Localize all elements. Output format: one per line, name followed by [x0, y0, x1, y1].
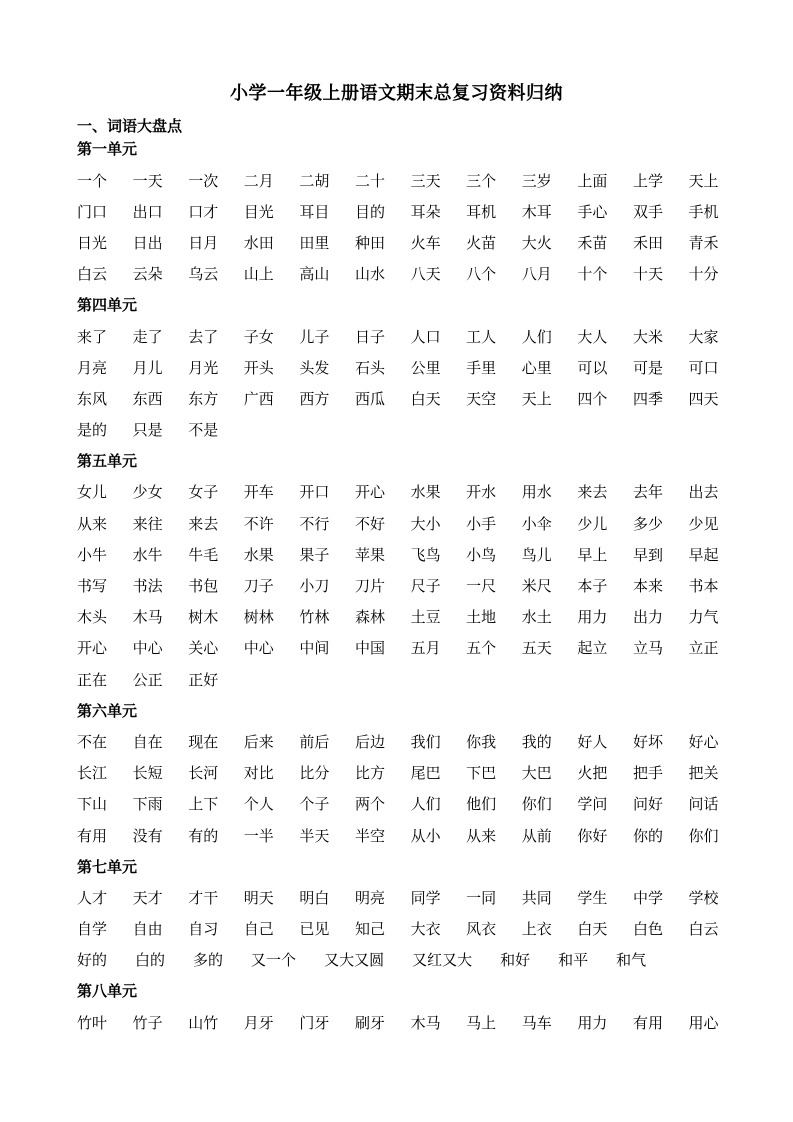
vocabulary-word: 耳机 — [466, 202, 497, 221]
vocabulary-word: 比方 — [354, 764, 385, 783]
vocabulary-word: 米尺 — [521, 577, 552, 596]
vocabulary-word: 上学 — [632, 171, 663, 190]
vocabulary-word: 月儿 — [132, 358, 163, 377]
word-row — [77, 633, 737, 664]
vocabulary-word: 好坏 — [632, 732, 663, 751]
vocabulary-word: 他们 — [466, 795, 497, 814]
vocabulary-word: 广西 — [243, 389, 274, 408]
vocabulary-word: 长河 — [188, 764, 219, 783]
unit-heading: 第六单元 — [77, 701, 138, 720]
vocabulary-word: 和好 — [500, 951, 531, 970]
vocabulary-word: 不在 — [77, 732, 108, 751]
vocabulary-word: 你们 — [688, 826, 719, 845]
vocabulary-word: 二月 — [243, 171, 274, 190]
vocabulary-word: 三岁 — [521, 171, 552, 190]
vocabulary-word: 十个 — [577, 265, 608, 284]
vocabulary-word: 多少 — [632, 514, 663, 533]
word-row — [77, 789, 737, 820]
document-title: 小学一年级上册语文期末总复习资料归纳 — [230, 83, 563, 104]
vocabulary-word: 日光 — [77, 233, 108, 252]
vocabulary-word: 用水 — [521, 483, 552, 502]
vocabulary-word: 飞鸟 — [410, 545, 441, 564]
vocabulary-word: 禾苗 — [577, 233, 608, 252]
vocabulary-word: 手里 — [466, 358, 497, 377]
vocabulary-word: 自在 — [132, 732, 163, 751]
vocabulary-word: 五天 — [521, 639, 552, 658]
vocabulary-word: 白的 — [135, 951, 166, 970]
vocabulary-word: 半空 — [354, 826, 385, 845]
word-row — [77, 821, 737, 852]
vocabulary-word: 手心 — [577, 202, 608, 221]
vocabulary-word: 头发 — [299, 358, 330, 377]
vocabulary-word: 高山 — [299, 265, 330, 284]
vocabulary-word: 早上 — [577, 545, 608, 564]
vocabulary-word: 天才 — [132, 888, 163, 907]
vocabulary-word: 东风 — [77, 389, 108, 408]
vocabulary-word: 开心 — [77, 639, 108, 658]
vocabulary-word: 自习 — [188, 920, 219, 939]
vocabulary-word: 白天 — [410, 389, 441, 408]
vocabulary-word: 马上 — [466, 1013, 497, 1032]
vocabulary-word: 下雨 — [132, 795, 163, 814]
vocabulary-word: 刀子 — [243, 577, 274, 596]
vocabulary-word: 人口 — [410, 327, 441, 346]
vocabulary-word: 刷牙 — [354, 1013, 385, 1032]
unit-heading: 第四单元 — [77, 296, 138, 315]
vocabulary-word: 森林 — [354, 608, 385, 627]
vocabulary-word: 中心 — [132, 639, 163, 658]
vocabulary-word: 儿子 — [299, 327, 330, 346]
vocabulary-word: 大衣 — [410, 920, 441, 939]
word-row — [77, 758, 737, 789]
word-row — [77, 571, 737, 602]
vocabulary-word: 大火 — [521, 233, 552, 252]
vocabulary-word: 耳目 — [299, 202, 330, 221]
vocabulary-word: 日子 — [354, 327, 385, 346]
vocabulary-word: 双手 — [632, 202, 663, 221]
vocabulary-word: 早起 — [688, 545, 719, 564]
vocabulary-word: 后来 — [243, 732, 274, 751]
vocabulary-word: 正好 — [188, 670, 219, 689]
vocabulary-word: 书包 — [188, 577, 219, 596]
vocabulary-word: 竹叶 — [77, 1013, 108, 1032]
vocabulary-word: 用力 — [577, 1013, 608, 1032]
vocabulary-word: 好心 — [688, 732, 719, 751]
vocabulary-word: 中学 — [632, 888, 663, 907]
vocabulary-word: 早到 — [632, 545, 663, 564]
vocabulary-word: 二胡 — [299, 171, 330, 190]
vocabulary-word: 东方 — [188, 389, 219, 408]
vocabulary-word: 大家 — [688, 327, 719, 346]
vocabulary-word: 人才 — [77, 888, 108, 907]
vocabulary-word: 出去 — [688, 483, 719, 502]
vocabulary-word: 从来 — [77, 514, 108, 533]
vocabulary-word: 五个 — [466, 639, 497, 658]
vocabulary-word: 四个 — [577, 389, 608, 408]
word-row — [77, 353, 737, 384]
word-row — [77, 259, 737, 290]
word-row — [77, 540, 737, 571]
vocabulary-word: 十分 — [688, 265, 719, 284]
vocabulary-word: 两个 — [354, 795, 385, 814]
vocabulary-word: 和平 — [558, 951, 589, 970]
word-row — [77, 322, 737, 353]
vocabulary-word: 白云 — [688, 920, 719, 939]
vocabulary-word: 一尺 — [466, 577, 497, 596]
vocabulary-word: 马车 — [521, 1013, 552, 1032]
vocabulary-word: 日出 — [132, 233, 163, 252]
word-row — [77, 166, 737, 197]
vocabulary-word: 个子 — [299, 795, 330, 814]
vocabulary-word: 土豆 — [410, 608, 441, 627]
vocabulary-word: 才干 — [188, 888, 219, 907]
vocabulary-word: 开口 — [299, 483, 330, 502]
vocabulary-word: 用心 — [688, 1013, 719, 1032]
vocabulary-word: 又红又大 — [412, 951, 473, 970]
vocabulary-word: 比分 — [299, 764, 330, 783]
word-row — [77, 228, 737, 259]
vocabulary-word: 小刀 — [299, 577, 330, 596]
vocabulary-word: 问好 — [632, 795, 663, 814]
vocabulary-word: 学问 — [577, 795, 608, 814]
vocabulary-word: 前后 — [299, 732, 330, 751]
vocabulary-word: 手机 — [688, 202, 719, 221]
vocabulary-word: 来了 — [77, 327, 108, 346]
vocabulary-word: 下巴 — [466, 764, 497, 783]
vocabulary-word: 立马 — [632, 639, 663, 658]
unit-heading: 第八单元 — [77, 982, 138, 1001]
vocabulary-word: 长短 — [132, 764, 163, 783]
word-row — [77, 384, 737, 415]
vocabulary-word: 三个 — [466, 171, 497, 190]
vocabulary-word: 没有 — [132, 826, 163, 845]
vocabulary-word: 长江 — [77, 764, 108, 783]
vocabulary-word: 口才 — [188, 202, 219, 221]
vocabulary-word: 门口 — [77, 202, 108, 221]
vocabulary-word: 小鸟 — [466, 545, 497, 564]
vocabulary-word: 中间 — [299, 639, 330, 658]
vocabulary-word: 不行 — [299, 514, 330, 533]
vocabulary-word: 共同 — [521, 888, 552, 907]
vocabulary-word: 已见 — [299, 920, 330, 939]
vocabulary-word: 书法 — [132, 577, 163, 596]
vocabulary-word: 鸟儿 — [521, 545, 552, 564]
vocabulary-word: 你的 — [632, 826, 663, 845]
vocabulary-word: 四天 — [688, 389, 719, 408]
vocabulary-word: 有用 — [632, 1013, 663, 1032]
vocabulary-word: 竹子 — [132, 1013, 163, 1032]
vocabulary-word: 火把 — [577, 764, 608, 783]
vocabulary-word: 小牛 — [77, 545, 108, 564]
vocabulary-word: 中国 — [354, 639, 385, 658]
vocabulary-word: 后边 — [354, 732, 385, 751]
vocabulary-word: 本来 — [632, 577, 663, 596]
vocabulary-word: 开头 — [243, 358, 274, 377]
vocabulary-word: 白云 — [77, 265, 108, 284]
section-heading: 一、词语大盘点 — [77, 117, 183, 135]
vocabulary-word: 有用 — [77, 826, 108, 845]
vocabulary-word: 尺子 — [410, 577, 441, 596]
vocabulary-word: 去了 — [188, 327, 219, 346]
vocabulary-word: 上衣 — [521, 920, 552, 939]
vocabulary-word: 东西 — [132, 389, 163, 408]
vocabulary-word: 西瓜 — [354, 389, 385, 408]
vocabulary-word: 种田 — [354, 233, 385, 252]
word-row — [77, 665, 737, 696]
vocabulary-word: 下山 — [77, 795, 108, 814]
unit-heading: 第五单元 — [77, 452, 138, 471]
vocabulary-word: 中心 — [243, 639, 274, 658]
vocabulary-word: 少儿 — [577, 514, 608, 533]
vocabulary-word: 正在 — [77, 670, 108, 689]
vocabulary-word: 关心 — [188, 639, 219, 658]
vocabulary-word: 火车 — [410, 233, 441, 252]
vocabulary-word: 从小 — [410, 826, 441, 845]
vocabulary-word: 大人 — [577, 327, 608, 346]
vocabulary-word: 是的 — [77, 421, 108, 440]
word-row — [77, 197, 737, 228]
vocabulary-word: 自学 — [77, 920, 108, 939]
vocabulary-word: 心里 — [521, 358, 552, 377]
vocabulary-word: 和气 — [616, 951, 647, 970]
vocabulary-word: 开车 — [243, 483, 274, 502]
vocabulary-word: 上面 — [577, 171, 608, 190]
vocabulary-word: 大巴 — [521, 764, 552, 783]
vocabulary-word: 从来 — [466, 826, 497, 845]
vocabulary-word: 山水 — [354, 265, 385, 284]
vocabulary-word: 你们 — [521, 795, 552, 814]
vocabulary-word: 月亮 — [77, 358, 108, 377]
vocabulary-word: 女子 — [188, 483, 219, 502]
vocabulary-word: 现在 — [188, 732, 219, 751]
word-row — [77, 1008, 737, 1039]
vocabulary-word: 耳朵 — [410, 202, 441, 221]
vocabulary-word: 可是 — [632, 358, 663, 377]
vocabulary-word: 山竹 — [188, 1013, 219, 1032]
word-row — [77, 945, 737, 976]
unit-heading: 第七单元 — [77, 857, 138, 876]
vocabulary-word: 土地 — [466, 608, 497, 627]
vocabulary-word: 学校 — [688, 888, 719, 907]
vocabulary-word: 水田 — [243, 233, 274, 252]
vocabulary-word: 二十 — [354, 171, 385, 190]
vocabulary-word: 月光 — [188, 358, 219, 377]
vocabulary-word: 木马 — [132, 608, 163, 627]
vocabulary-word: 又大又圆 — [324, 951, 385, 970]
vocabulary-word: 半天 — [299, 826, 330, 845]
vocabulary-word: 白天 — [577, 920, 608, 939]
vocabulary-word: 不许 — [243, 514, 274, 533]
vocabulary-word: 开水 — [466, 483, 497, 502]
vocabulary-word: 你好 — [577, 826, 608, 845]
vocabulary-word: 大小 — [410, 514, 441, 533]
vocabulary-word: 用力 — [577, 608, 608, 627]
vocabulary-word: 一天 — [132, 171, 163, 190]
vocabulary-word: 子女 — [243, 327, 274, 346]
vocabulary-word: 工人 — [466, 327, 497, 346]
vocabulary-word: 个人 — [243, 795, 274, 814]
vocabulary-word: 出力 — [632, 608, 663, 627]
unit-heading: 第一单元 — [77, 140, 138, 159]
vocabulary-word: 果子 — [299, 545, 330, 564]
word-row — [77, 727, 737, 758]
vocabulary-word: 水土 — [521, 608, 552, 627]
vocabulary-word: 云朵 — [132, 265, 163, 284]
vocabulary-word: 可口 — [688, 358, 719, 377]
vocabulary-word: 风衣 — [466, 920, 497, 939]
vocabulary-word: 大米 — [632, 327, 663, 346]
vocabulary-word: 人们 — [410, 795, 441, 814]
vocabulary-word: 山上 — [243, 265, 274, 284]
vocabulary-word: 刀片 — [354, 577, 385, 596]
vocabulary-units — [77, 134, 737, 1038]
vocabulary-word: 起立 — [577, 639, 608, 658]
vocabulary-word: 来去 — [188, 514, 219, 533]
vocabulary-word: 书写 — [77, 577, 108, 596]
vocabulary-word: 一半 — [243, 826, 274, 845]
vocabulary-word: 把关 — [688, 764, 719, 783]
vocabulary-word: 石头 — [354, 358, 385, 377]
vocabulary-word: 木耳 — [521, 202, 552, 221]
vocabulary-word: 一个 — [77, 171, 108, 190]
vocabulary-word: 来往 — [132, 514, 163, 533]
vocabulary-word: 多的 — [193, 951, 224, 970]
vocabulary-word: 青禾 — [688, 233, 719, 252]
vocabulary-word: 少见 — [688, 514, 719, 533]
vocabulary-word: 对比 — [243, 764, 274, 783]
vocabulary-word: 可以 — [577, 358, 608, 377]
vocabulary-word: 我的 — [521, 732, 552, 751]
word-row — [77, 477, 737, 508]
vocabulary-word: 知己 — [354, 920, 385, 939]
vocabulary-word: 天上 — [521, 389, 552, 408]
vocabulary-word: 女儿 — [77, 483, 108, 502]
word-row — [77, 883, 737, 914]
vocabulary-word: 好人 — [577, 732, 608, 751]
vocabulary-word: 本子 — [577, 577, 608, 596]
vocabulary-word: 公里 — [410, 358, 441, 377]
vocabulary-word: 自己 — [243, 920, 274, 939]
vocabulary-word: 水牛 — [132, 545, 163, 564]
vocabulary-word: 西方 — [299, 389, 330, 408]
vocabulary-word: 五月 — [410, 639, 441, 658]
vocabulary-word: 门牙 — [299, 1013, 330, 1032]
vocabulary-word: 不是 — [188, 421, 219, 440]
vocabulary-word: 乌云 — [188, 265, 219, 284]
vocabulary-word: 去年 — [632, 483, 663, 502]
vocabulary-word: 小伞 — [521, 514, 552, 533]
vocabulary-word: 禾田 — [632, 233, 663, 252]
vocabulary-word: 有的 — [188, 826, 219, 845]
vocabulary-word: 日月 — [188, 233, 219, 252]
vocabulary-word: 小手 — [466, 514, 497, 533]
vocabulary-word: 人们 — [521, 327, 552, 346]
vocabulary-word: 问话 — [688, 795, 719, 814]
vocabulary-word: 同学 — [410, 888, 441, 907]
vocabulary-word: 目光 — [243, 202, 274, 221]
vocabulary-word: 苹果 — [354, 545, 385, 564]
vocabulary-word: 学生 — [577, 888, 608, 907]
vocabulary-word: 明天 — [243, 888, 274, 907]
vocabulary-word: 竹林 — [299, 608, 330, 627]
vocabulary-word: 你我 — [466, 732, 497, 751]
vocabulary-word: 田里 — [299, 233, 330, 252]
vocabulary-word: 树林 — [243, 608, 274, 627]
word-row — [77, 602, 737, 633]
vocabulary-word: 白色 — [632, 920, 663, 939]
vocabulary-word: 好的 — [77, 951, 108, 970]
vocabulary-word: 八月 — [521, 265, 552, 284]
vocabulary-word: 月牙 — [243, 1013, 274, 1032]
vocabulary-word: 水果 — [410, 483, 441, 502]
vocabulary-word: 明亮 — [354, 888, 385, 907]
vocabulary-word: 水果 — [243, 545, 274, 564]
vocabulary-word: 八天 — [410, 265, 441, 284]
vocabulary-word: 十天 — [632, 265, 663, 284]
vocabulary-word: 自由 — [132, 920, 163, 939]
vocabulary-word: 从前 — [521, 826, 552, 845]
vocabulary-word: 尾巴 — [410, 764, 441, 783]
vocabulary-word: 目的 — [354, 202, 385, 221]
vocabulary-word: 火苗 — [466, 233, 497, 252]
vocabulary-word: 书本 — [688, 577, 719, 596]
vocabulary-word: 一次 — [188, 171, 219, 190]
vocabulary-word: 不好 — [354, 514, 385, 533]
vocabulary-word: 我们 — [410, 732, 441, 751]
vocabulary-word: 少女 — [132, 483, 163, 502]
vocabulary-word: 木头 — [77, 608, 108, 627]
vocabulary-word: 明白 — [299, 888, 330, 907]
word-row — [77, 914, 737, 945]
vocabulary-word: 公正 — [132, 670, 163, 689]
vocabulary-word: 上下 — [188, 795, 219, 814]
vocabulary-word: 木马 — [410, 1013, 441, 1032]
word-row — [77, 509, 737, 540]
vocabulary-word: 开心 — [354, 483, 385, 502]
word-row — [77, 415, 737, 446]
vocabulary-word: 天空 — [466, 389, 497, 408]
vocabulary-word: 三天 — [410, 171, 441, 190]
vocabulary-word: 走了 — [132, 327, 163, 346]
vocabulary-word: 树木 — [188, 608, 219, 627]
vocabulary-word: 一同 — [466, 888, 497, 907]
vocabulary-word: 出口 — [132, 202, 163, 221]
vocabulary-word: 力气 — [688, 608, 719, 627]
vocabulary-word: 又一个 — [251, 951, 297, 970]
vocabulary-word: 来去 — [577, 483, 608, 502]
vocabulary-word: 八个 — [466, 265, 497, 284]
vocabulary-word: 牛毛 — [188, 545, 219, 564]
vocabulary-word: 天上 — [688, 171, 719, 190]
vocabulary-word: 立正 — [688, 639, 719, 658]
vocabulary-word: 四季 — [632, 389, 663, 408]
vocabulary-word: 把手 — [632, 764, 663, 783]
vocabulary-word: 只是 — [132, 421, 163, 440]
